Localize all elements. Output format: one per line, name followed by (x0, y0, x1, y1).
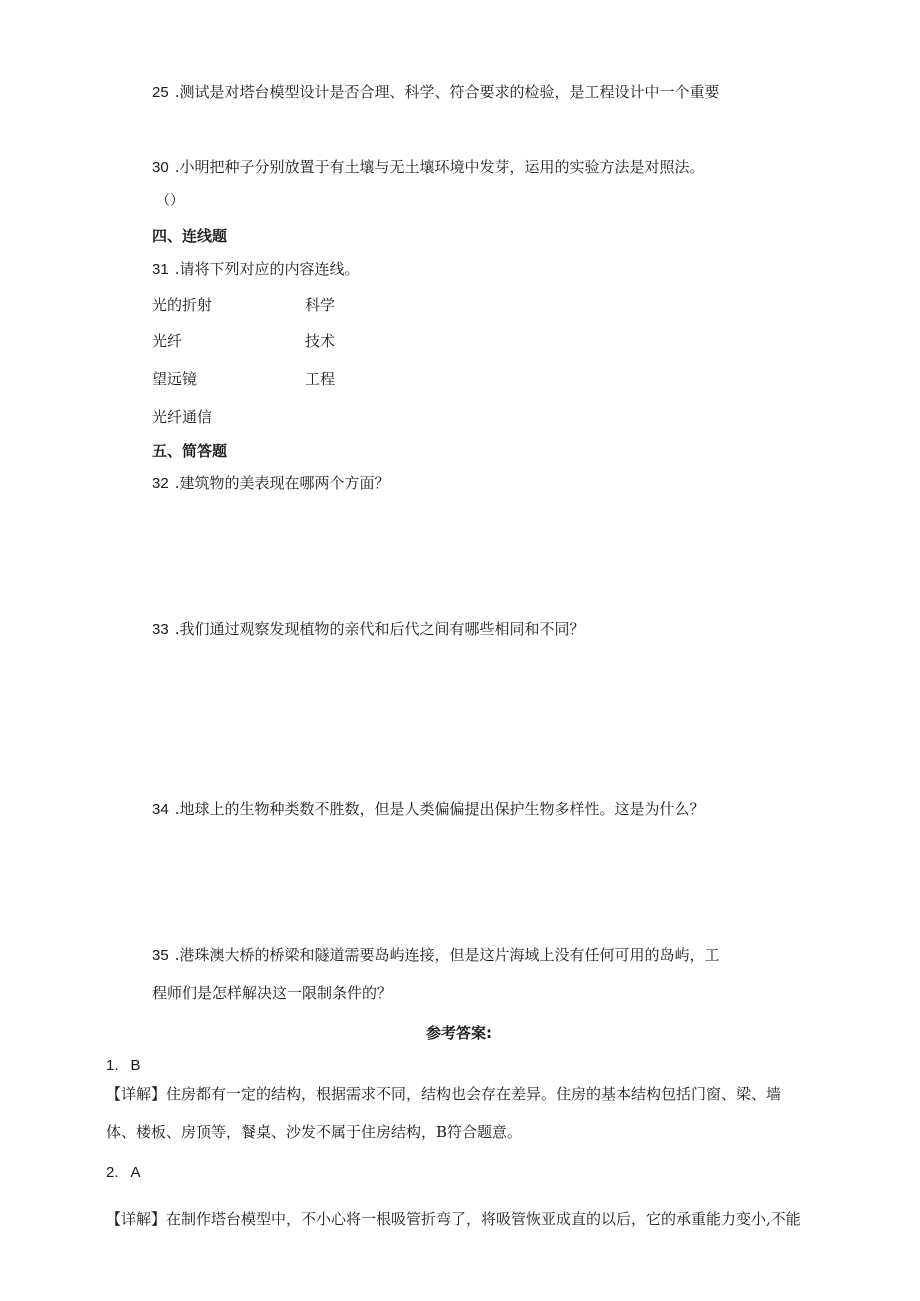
answer-letter: B (130, 1057, 141, 1074)
question-text: .请将下列对应的内容连线。 (174, 260, 360, 278)
question-35-continued: 程师们是怎样解决这一限制条件的？ (152, 984, 393, 1002)
question-33 (152, 619, 584, 640)
question-32 (152, 473, 389, 494)
answers-title: 参考答案: (426, 1024, 492, 1042)
question-number: 31 (152, 261, 169, 278)
question-text: .测试是对塔台模型设计是否合理、科学、符合要求的检验，是工程设计中一个重要 (174, 83, 720, 101)
question-34 (152, 799, 704, 820)
question-number: 25 (152, 84, 169, 101)
question-text: .港珠澳大桥的桥梁和隧道需要岛屿连接，但是这片海域上没有任何可用的岛屿，工 (174, 946, 720, 964)
question-text: .小明把种子分别放置于有土壤与无土壤环境中发芽，运用的实验方法是对照法。 (174, 158, 705, 176)
answer-letter: A (130, 1164, 141, 1181)
match-left-item: 望远镜 (152, 370, 198, 388)
question-31 (152, 259, 359, 280)
question-number: 30 (152, 159, 169, 176)
question-30 (152, 157, 704, 178)
match-left-item: 光纤 (152, 332, 183, 350)
question-number: 32 (152, 475, 169, 492)
question-number: 35 (152, 947, 169, 964)
question-number: 33 (152, 621, 169, 638)
match-right-item: 科学 (305, 296, 336, 314)
answer-number: 2. (106, 1164, 119, 1181)
answer-1 (106, 1055, 141, 1076)
answer-number: 1. (106, 1057, 119, 1074)
section-heading-short-answer: 五、简答题 (152, 442, 228, 460)
answer-2 (106, 1162, 141, 1183)
question-text: .我们通过观察发现植物的亲代和后代之间有哪些相同和不同？ (174, 620, 585, 638)
question-text: .建筑物的美表现在哪两个方面？ (174, 474, 390, 492)
match-right-item: 工程 (305, 370, 336, 388)
answer-1-detail-continued: 体、楼板、房顶等，餐桌、沙发不属于住房结构，B符合题意。 (106, 1123, 523, 1141)
answer-blank: （） (156, 193, 184, 209)
answer-2-detail: 【详解】在制作塔台模型中，不小心将一根吸管折弯了，将吸管恢亚成直的以后，它的承重能力变小,不能 (106, 1210, 801, 1228)
question-35 (152, 945, 719, 966)
match-left-item: 光纤通信 (152, 408, 213, 426)
match-left-item: 光的折射 (152, 296, 213, 314)
question-text: .地球上的生物种类数不胜数，但是人类偏偏提出保护生物多样性。这是为什么？ (174, 800, 705, 818)
match-right-item: 技术 (305, 332, 336, 350)
section-heading-matching: 四、连线题 (152, 227, 228, 245)
question-number: 34 (152, 801, 169, 818)
answer-1-detail: 【详解】住房都有一定的结构，根据需求不同，结构也会存在差异。住房的基本结构包括门窗、梁、墙 (106, 1085, 782, 1103)
question-25 (152, 82, 719, 103)
